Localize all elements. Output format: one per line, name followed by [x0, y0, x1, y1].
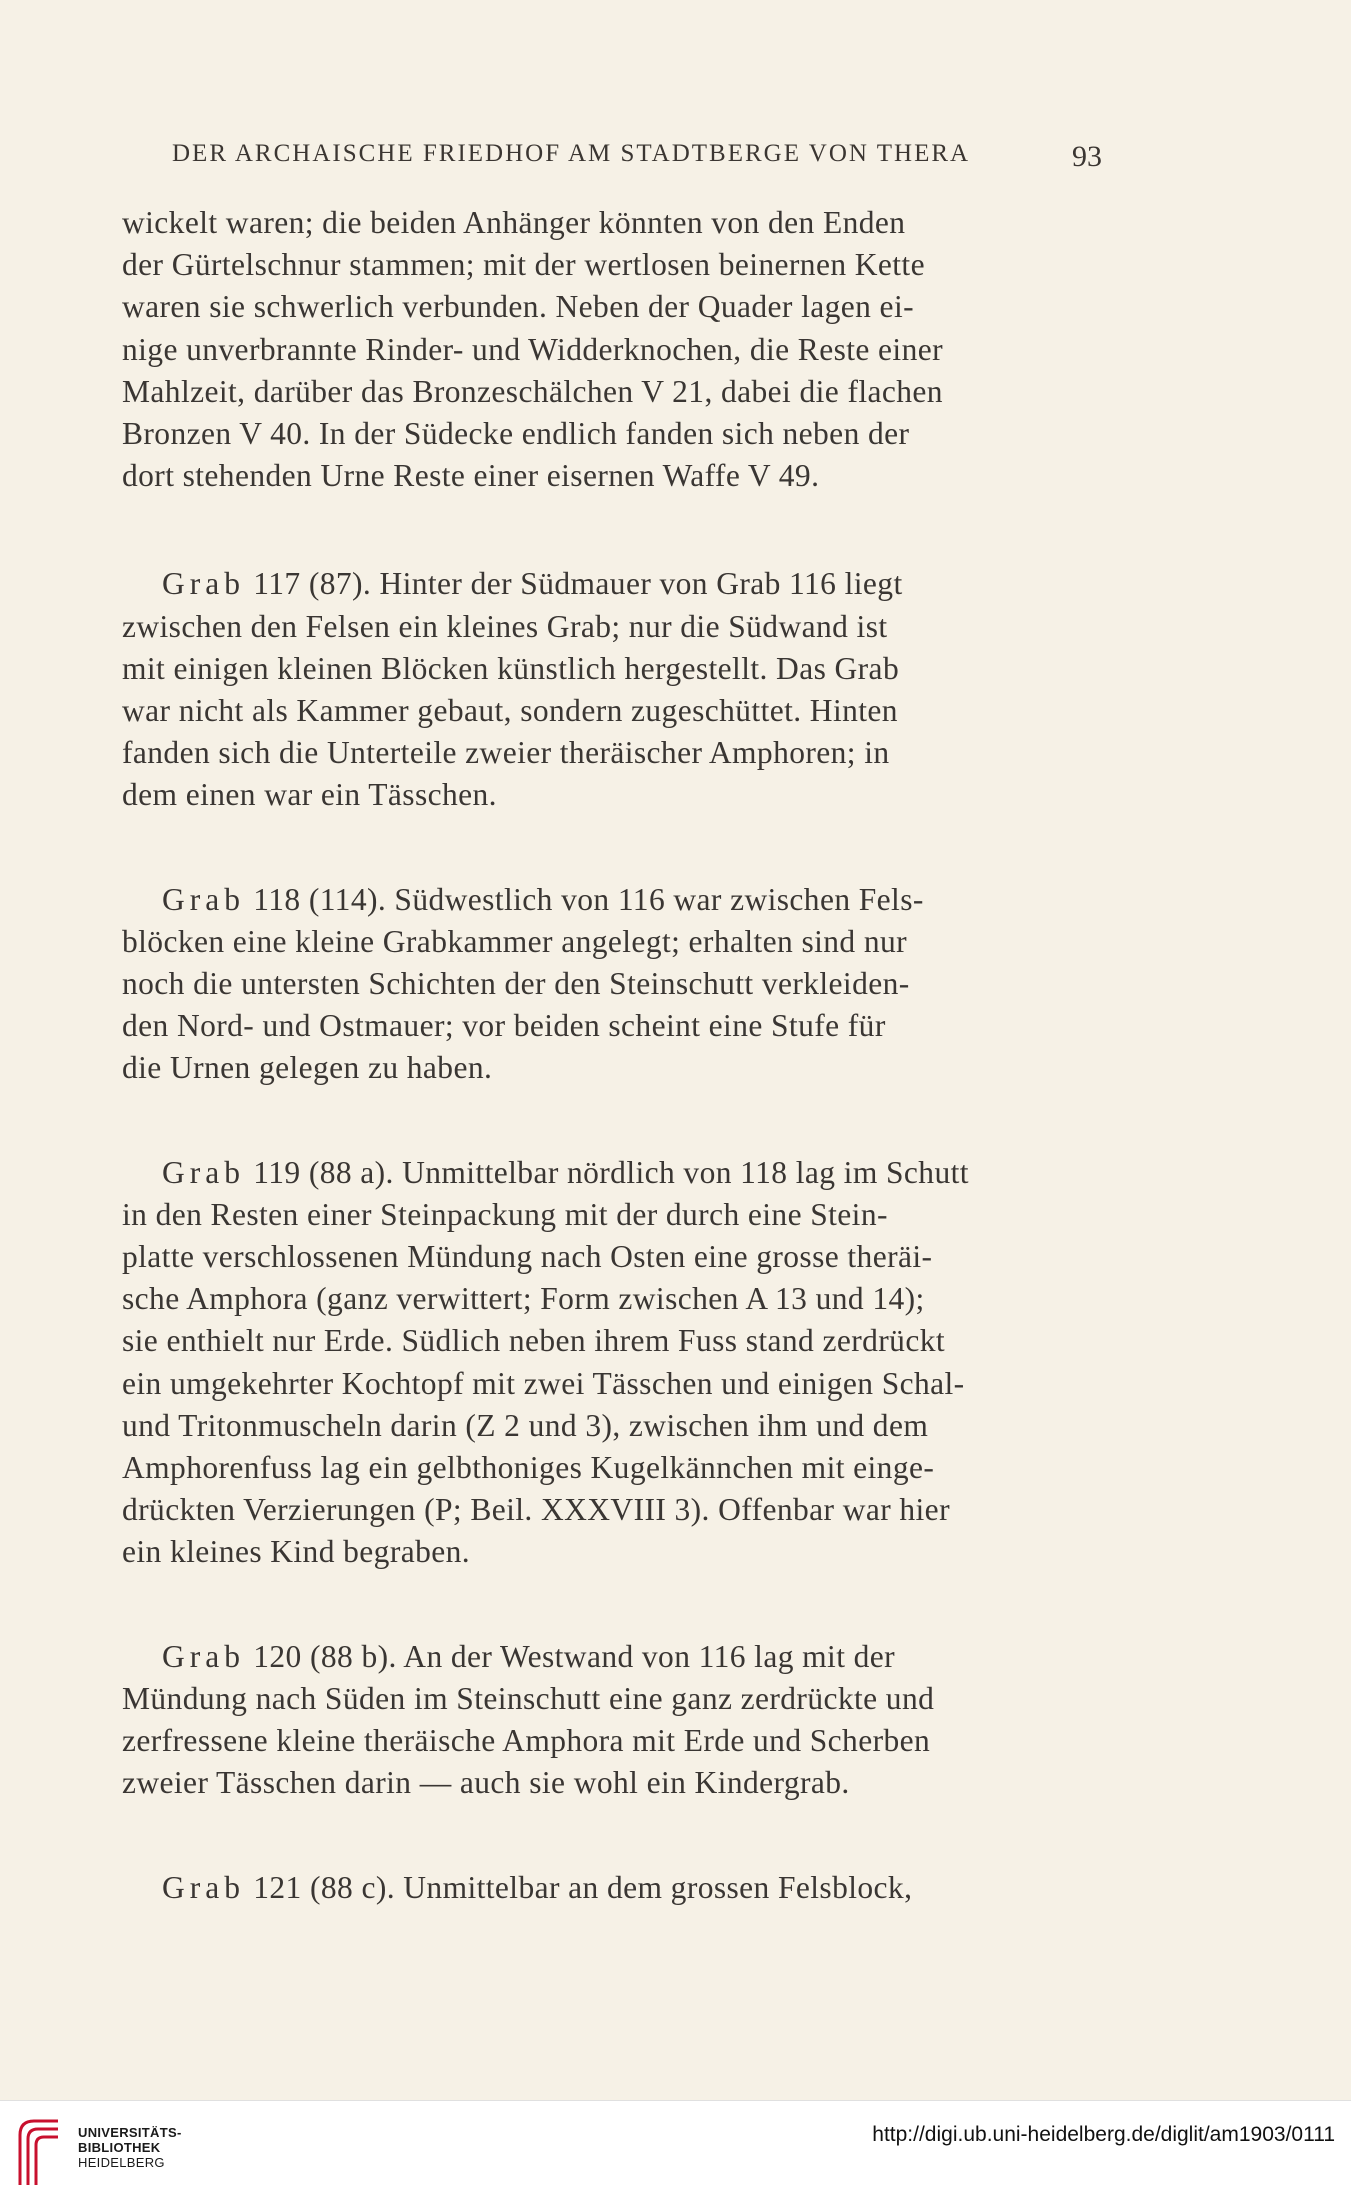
text-line: zwischen den Felsen ein kleines Grab; nur die Südwand ist: [122, 608, 888, 644]
source-url[interactable]: http://digi.ub.uni-heidelberg.de/diglit/am1903/0111: [872, 2123, 1335, 2146]
grab-label: Grab: [162, 881, 245, 917]
text-line: Grab 120 (88 b). An der Westwand von 116 lag mit der: [162, 1638, 896, 1674]
text-line: sie enthielt nur Erde. Südlich neben ihrem Fuss stand zerdrückt: [122, 1323, 946, 1359]
text-line: noch die untersten Schichten der den Steinschutt verkleiden-: [122, 966, 910, 1002]
paragraph-grab-117: [122, 563, 1100, 816]
text-line: blöcken eine kleine Grabkammer angelegt; erhalten sind nur: [122, 923, 908, 959]
paragraph-grab-119: [122, 1152, 1100, 1574]
text-line: zweier Tässchen darin — auch sie wohl ein Kindergrab.: [122, 1765, 850, 1801]
text-line: Grab 119 (88 a). Unmittelbar nördlich von 118 lag im Schutt: [162, 1154, 969, 1190]
text-line: dort stehenden Urne Reste einer eisernen Waffe V 49.: [122, 458, 820, 494]
body-text: [122, 202, 1100, 1909]
text-line: mit einigen kleinen Blöcken künstlich hergestellt. Das Grab: [122, 650, 900, 686]
library-name: UNIVERSITÄTS- BIBLIOTHEK HEIDELBERG: [78, 2125, 182, 2170]
text-line: sche Amphora (ganz verwittert; Form zwischen A 13 und 14);: [122, 1281, 925, 1317]
grab-label: Grab: [162, 1638, 245, 1674]
text-line: Mündung nach Süden im Steinschutt eine ganz zerdrückte und: [122, 1680, 935, 1716]
text-line: ein umgekehrter Kochtopf mit zwei Tässchen und einigen Schal-: [122, 1365, 965, 1401]
text-line: Grab 117 (87). Hinter der Südmauer von Grab 116 liegt: [162, 566, 903, 602]
text-line: Amphorenfuss lag ein gelbthoniges Kugelkännchen mit einge-: [122, 1450, 935, 1486]
text-line: Grab 121 (88 c). Unmittelbar an dem grossen Felsblock,: [162, 1869, 913, 1905]
text-line: zerfressene kleine theräische Amphora mit Erde und Scherben: [122, 1723, 931, 1759]
paragraph-grab-118: [122, 879, 1100, 1090]
paragraph-grab-120: [122, 1636, 1100, 1805]
page-number: 93: [1072, 140, 1102, 173]
text-line: in den Resten einer Steinpackung mit der durch eine Stein-: [122, 1196, 888, 1232]
footer-bar: [0, 2100, 1351, 2208]
text-line: Grab 118 (114). Südwestlich von 116 war zwischen Fels-: [162, 881, 924, 917]
paragraph: [122, 202, 1100, 497]
text-line: Bronzen V 40. In der Südecke endlich fanden sich neben der: [122, 416, 910, 452]
text-line: die Urnen gelegen zu haben.: [122, 1050, 493, 1086]
text-line: der Gürtelschnur stammen; mit der wertlosen beinernen Kette: [122, 247, 925, 283]
text-line: wickelt waren; die beiden Anhänger könnten von den Enden: [122, 205, 906, 240]
text-line: und Tritonmuscheln darin (Z 2 und 3), zwischen ihm und dem: [122, 1407, 929, 1443]
grab-label: Grab: [162, 1869, 245, 1905]
text-line: fanden sich die Unterteile zweier theräischer Amphoren; in: [122, 735, 890, 771]
text-line: ein kleines Kind begraben.: [122, 1534, 471, 1570]
grab-label: Grab: [162, 1154, 245, 1190]
text-line: dem einen war ein Tässchen.: [122, 777, 497, 813]
paragraph-grab-121: [122, 1867, 1100, 1909]
text-line: drückten Verzierungen (P; Beil. XXXVIII 3). Offenbar war hier: [122, 1492, 950, 1528]
text-line: platte verschlossenen Mündung nach Osten eine grosse theräi-: [122, 1239, 933, 1275]
text-line: nige unverbrannte Rinder- und Widderknochen, die Reste einer: [122, 331, 944, 367]
text-line: Mahlzeit, darüber das Bronzeschälchen V 21, dabei die flachen: [122, 373, 943, 409]
ub-heidelberg-logo-icon: [14, 2115, 62, 2187]
grab-label: Grab: [162, 566, 245, 602]
text-line: war nicht als Kammer gebaut, sondern zugeschüttet. Hinten: [122, 693, 898, 729]
running-title: DER ARCHAISCHE FRIEDHOF AM STADTBERGE VON THERA: [172, 140, 971, 167]
text-line: den Nord- und Ostmauer; vor beiden scheint eine Stufe für: [122, 1008, 886, 1044]
text-line: waren sie schwerlich verbunden. Neben der Quader lagen ei-: [122, 289, 914, 325]
